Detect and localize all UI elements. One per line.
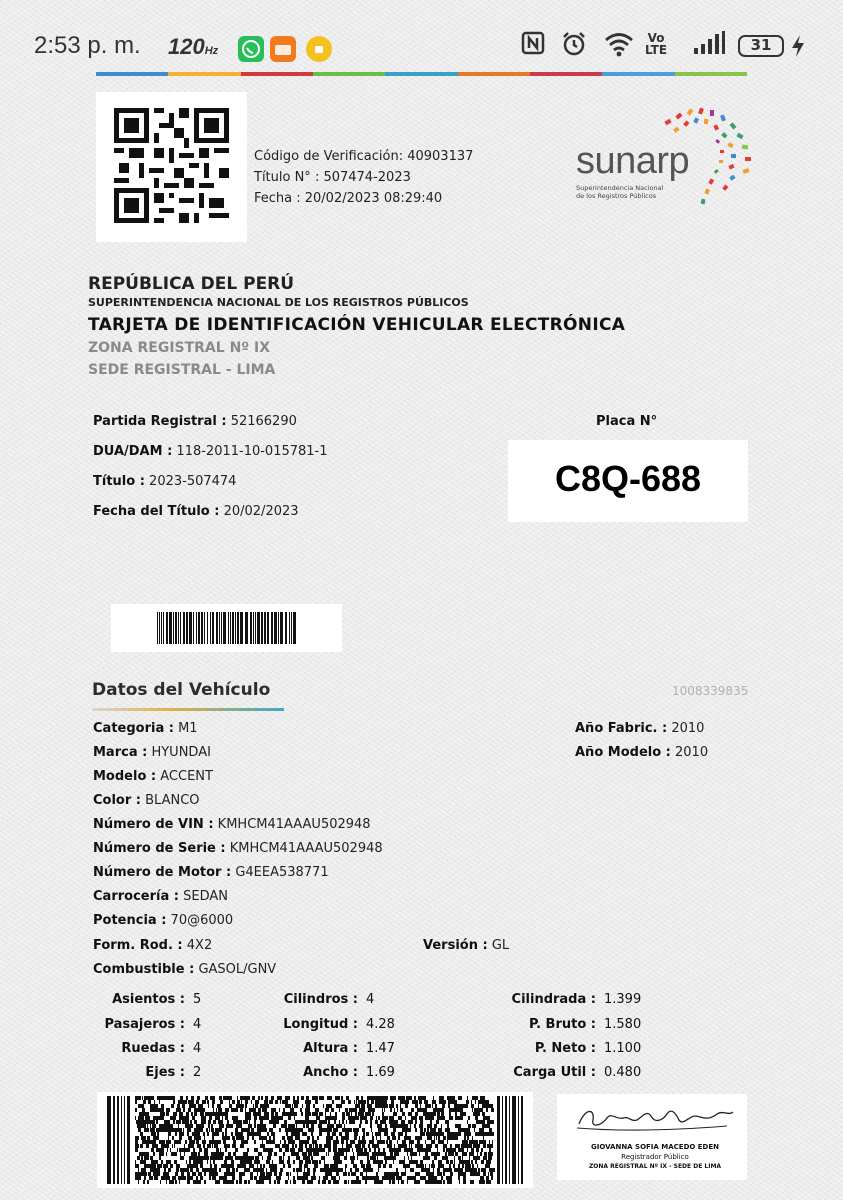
header-republica: REPÚBLICA DEL PERÚ bbox=[88, 274, 295, 294]
sunarp-logo bbox=[570, 100, 770, 215]
spec-ancho-value: 1.69 bbox=[366, 1065, 395, 1080]
whatsapp-icon bbox=[238, 36, 264, 62]
verification-code: Código de Verificación: 40903137 bbox=[254, 149, 474, 164]
field-combustible: Combustible : GASOL/GNV bbox=[93, 962, 277, 977]
spec-longitud-value: 4.28 bbox=[366, 1017, 395, 1032]
field-anio-modelo: Año Modelo : 2010 bbox=[575, 745, 709, 760]
spec-cilindros-value: 4 bbox=[366, 992, 375, 1007]
spec-pbruto-value: 1.580 bbox=[604, 1017, 642, 1032]
spec-ruedas-label: Ruedas : bbox=[121, 1041, 185, 1056]
field-motor: Número de Motor : G4EEA538771 bbox=[93, 865, 329, 880]
field-partida: Partida Registral : 52166290 bbox=[93, 414, 297, 429]
field-serie: Número de Serie : KMHCM41AAAU502948 bbox=[93, 841, 383, 856]
field-vin: Número de VIN : KMHCM41AAAU502948 bbox=[93, 817, 371, 832]
notification-icon bbox=[306, 36, 332, 62]
signal-icon bbox=[692, 30, 726, 62]
placa-value: C8Q-688 bbox=[554, 458, 702, 499]
field-marca: Marca : HYUNDAI bbox=[93, 745, 211, 760]
temu-icon bbox=[270, 36, 296, 62]
signature-role: Registrador Público bbox=[621, 1153, 689, 1161]
field-anio-fabric: Año Fabric. : 2010 bbox=[575, 721, 705, 736]
field-fecha-titulo: Fecha del Título : 20/02/2023 bbox=[93, 504, 299, 519]
spec-pneto-label: P. Neto : bbox=[534, 1041, 596, 1056]
spec-pneto-value: 1.100 bbox=[604, 1041, 642, 1056]
verification-info bbox=[254, 146, 473, 209]
spec-altura-value: 1.47 bbox=[366, 1041, 395, 1056]
section-underline bbox=[92, 708, 284, 711]
spec-pbruto-label: P. Bruto : bbox=[528, 1017, 596, 1032]
spec-cilindrada-label: Cilindrada : bbox=[511, 992, 596, 1007]
barcode-small bbox=[111, 604, 342, 652]
status-time: 2:53 p. m. bbox=[34, 32, 141, 59]
qr-code bbox=[96, 92, 247, 242]
header-tarjeta: TARJETA DE IDENTIFICACIÓN VEHICULAR ELECTRÓNICA bbox=[88, 315, 626, 335]
verification-date: Fecha : 20/02/2023 08:29:40 bbox=[254, 191, 443, 206]
spec-pasajeros-label: Pasajeros : bbox=[104, 1017, 185, 1032]
spec-ancho-label: Ancho : bbox=[303, 1065, 358, 1080]
spec-ejes-value: 2 bbox=[193, 1065, 202, 1080]
logo-wordmark: sunarp bbox=[576, 140, 690, 182]
spec-pasajeros-value: 4 bbox=[193, 1017, 202, 1032]
document-serial: 1008339835 bbox=[672, 684, 749, 698]
header-zona: ZONA REGISTRAL Nº IX bbox=[88, 340, 271, 356]
field-version: Versión : GL bbox=[423, 938, 510, 953]
nfc-icon bbox=[520, 30, 546, 62]
refresh-rate: 120Hz bbox=[168, 34, 219, 59]
field-dua: DUA/DAM : 118-2011-10-015781-1 bbox=[93, 444, 328, 459]
field-formrod: Form. Rod. : 4X2 bbox=[93, 938, 213, 953]
header-superintendencia: SUPERINTENDENCIA NACIONAL DE LOS REGISTROS PÚBLICOS bbox=[88, 296, 469, 309]
spec-asientos-value: 5 bbox=[193, 992, 202, 1007]
charging-icon bbox=[790, 34, 806, 64]
field-color: Color : BLANCO bbox=[93, 793, 200, 808]
spec-longitud-label: Longitud : bbox=[283, 1017, 358, 1032]
title-number: Título N° : 507474-2023 bbox=[254, 170, 411, 185]
battery-icon: 31 bbox=[738, 35, 784, 57]
section-title: Datos del Vehículo bbox=[92, 680, 271, 700]
spec-cilindros-label: Cilindros : bbox=[283, 992, 358, 1007]
field-modelo: Modelo : ACCENT bbox=[93, 769, 213, 784]
alarm-icon bbox=[560, 30, 588, 64]
spec-carga-value: 0.480 bbox=[604, 1065, 642, 1080]
placa-label: Placa N° bbox=[596, 414, 658, 429]
spec-asientos-label: Asientos : bbox=[112, 992, 185, 1007]
spec-ruedas-value: 4 bbox=[193, 1041, 202, 1056]
spec-cilindrada-value: 1.399 bbox=[604, 992, 642, 1007]
field-carroceria: Carrocería : SEDAN bbox=[93, 889, 228, 904]
color-stripe bbox=[96, 72, 747, 76]
signature-zone: ZONA REGISTRAL Nº IX - SEDE DE LIMA bbox=[588, 1163, 722, 1170]
signature-name: GIOVANNA SOFIA MACEDO EDEN bbox=[590, 1143, 719, 1151]
spec-carga-label: Carga Util : bbox=[513, 1065, 596, 1080]
field-potencia: Potencia : 70@6000 bbox=[93, 913, 234, 928]
logo-subtitle: Superintendencia Nacional de los Registros Públicos bbox=[576, 184, 664, 200]
signature-handwritten bbox=[567, 1102, 737, 1136]
spec-ejes-label: Ejes : bbox=[145, 1065, 185, 1080]
status-bar bbox=[0, 0, 843, 78]
field-categoria: Categoria : M1 bbox=[93, 721, 198, 736]
header-sede: SEDE REGISTRAL - LIMA bbox=[88, 362, 276, 378]
field-titulo: Título : 2023-507474 bbox=[93, 474, 237, 489]
pdf417-barcode bbox=[97, 1092, 533, 1188]
wifi-icon bbox=[603, 30, 635, 64]
spec-altura-label: Altura : bbox=[303, 1041, 358, 1056]
network-type: Vo LTE bbox=[645, 31, 668, 57]
